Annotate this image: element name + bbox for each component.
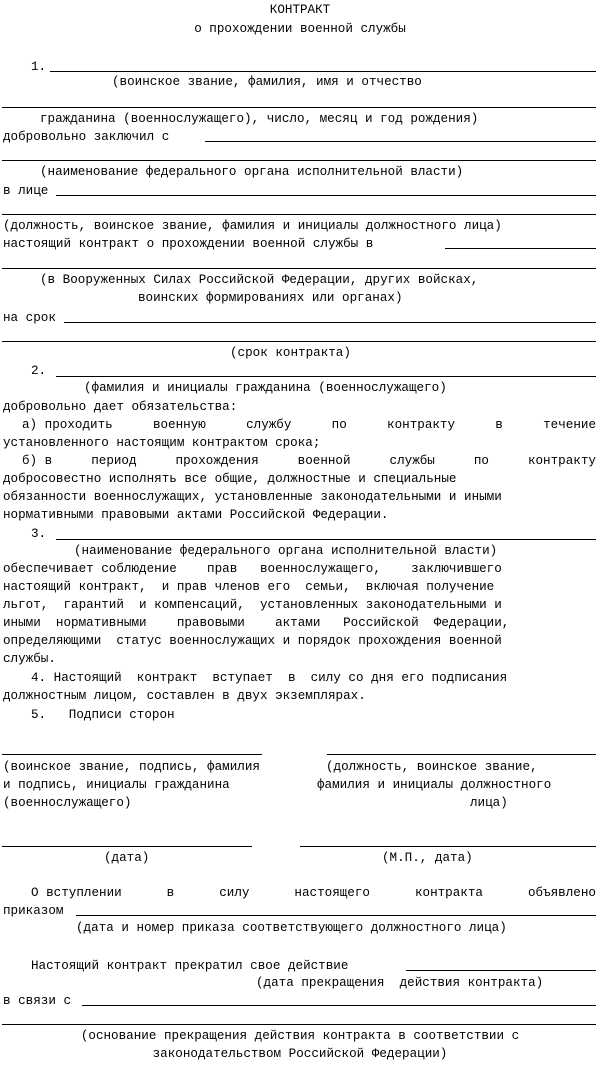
obligation-b-line-2: добросовестно исполнять все общие, должностные и специальные	[3, 472, 457, 486]
term-field-line-2[interactable]	[2, 341, 596, 342]
right-signature-caption-3: лица)	[470, 796, 508, 810]
word: а) проходить	[22, 418, 113, 432]
entry-line-1	[31, 884, 596, 902]
word: силу	[219, 886, 250, 900]
right-signature-caption-1: (должность, воинское звание,	[326, 760, 538, 774]
word: настоящего	[294, 886, 370, 900]
word: в	[495, 418, 503, 432]
word: контракта	[414, 886, 483, 900]
obligation-b-line-1	[22, 452, 596, 470]
basis-field-line-2[interactable]	[2, 1024, 596, 1025]
word: контракту	[527, 454, 596, 468]
word: по	[473, 454, 489, 468]
word: О вступлении	[31, 886, 122, 900]
in-person-label: в лице	[3, 184, 49, 198]
obligation-b-line-4: нормативными правовыми актами Российской Федерации.	[3, 508, 389, 522]
official-field-line[interactable]	[56, 195, 596, 196]
section-5-title: 5. Подписи сторон	[31, 708, 175, 722]
word: в	[166, 886, 175, 900]
caption-authority-3: (наименование федерального органа исполнительной власти)	[74, 544, 498, 558]
section-3-number: 3.	[31, 527, 47, 541]
left-signature-line[interactable]	[2, 754, 262, 755]
authority-field-line-2[interactable]	[2, 160, 596, 161]
order-label: приказом	[3, 904, 64, 918]
termination-label: Настоящий контракт прекратил свое действие	[31, 959, 349, 973]
due-to-label: в связи с	[3, 994, 72, 1008]
left-signature-caption-1: (воинское звание, подпись, фамилия	[3, 760, 260, 774]
official-field-line-2[interactable]	[2, 214, 596, 215]
authority-field-line-3[interactable]	[56, 539, 596, 540]
caption-basis-1: (основание прекращения действия контракта в соответствии с	[80, 1029, 520, 1043]
section-3-line-5: определяющими статус военнослужащих и порядок прохождения военной	[3, 634, 502, 648]
section-3-line-4: иными нормативными правовыми актами Российской Федерации,	[3, 616, 510, 630]
word: прохождения	[175, 454, 259, 468]
basis-field-line[interactable]	[82, 1005, 596, 1006]
left-signature-caption-2: и подпись, инициалы гражданина	[3, 778, 230, 792]
section-4-line-2: должностным лицом, составлен в двух экземплярах.	[3, 689, 366, 703]
concluded-with-label: добровольно заключил с	[3, 130, 170, 144]
word: б) в	[22, 454, 53, 468]
authority-field-line[interactable]	[205, 141, 596, 142]
term-label: на срок	[3, 311, 56, 325]
order-field-line[interactable]	[76, 915, 596, 916]
caption-forces-2: воинских формированиях или органах)	[138, 291, 403, 305]
name-field-line-2[interactable]	[2, 107, 596, 108]
section-3-line-6: службы.	[3, 652, 56, 666]
caption-order: (дата и номер приказа соответствующего должностного лица)	[76, 921, 507, 935]
right-signature-line[interactable]	[327, 754, 596, 755]
word: течение	[543, 418, 596, 432]
section-1-number: 1.	[31, 60, 47, 74]
section-3-line-2: настоящий контракт, и прав членов его семьи, включая получение	[3, 580, 495, 594]
left-date-line[interactable]	[2, 846, 252, 847]
word: контракту	[387, 418, 456, 432]
right-date-line[interactable]	[300, 846, 596, 847]
section-4-line-1: 4. Настоящий контракт вступает в силу со дня его подписания	[31, 671, 508, 685]
caption-name: (воинское звание, фамилия, имя и отчество	[112, 75, 422, 89]
term-field-line[interactable]	[64, 322, 596, 323]
caption-citizen: (фамилия и инициалы гражданина (военнослужащего)	[84, 381, 447, 395]
left-signature-caption-3: (военнослужащего)	[3, 796, 132, 810]
contract-in-label: настоящий контракт о прохождении военной службы в	[3, 237, 374, 251]
right-date-caption: (М.П., дата)	[382, 851, 473, 865]
word: службу	[246, 418, 292, 432]
caption-termination-date: (дата прекращения действия контракта)	[256, 976, 544, 990]
word: объявлено	[527, 886, 596, 900]
right-signature-caption-2: фамилия и инициалы должностного	[317, 778, 552, 792]
document-subtitle: о прохождении военной службы	[194, 22, 406, 36]
word: военную	[152, 418, 206, 432]
obligation-a-line-2: установленного настоящим контрактом срока;	[3, 436, 321, 450]
caption-authority: (наименование федерального органа исполнительной власти)	[40, 165, 464, 179]
word: период	[91, 454, 137, 468]
word: службы	[389, 454, 435, 468]
section-2-number: 2.	[31, 364, 47, 378]
forces-field-line[interactable]	[445, 248, 596, 249]
caption-basis-2: законодательством Российской Федерации)	[152, 1047, 448, 1061]
citizen-field-line[interactable]	[56, 376, 596, 377]
caption-forces: (в Вооруженных Силах Российской Федерации, других войсках,	[40, 273, 479, 287]
obligation-a-line-1	[22, 416, 596, 434]
obligations-label: добровольно дает обязательства:	[3, 400, 238, 414]
obligation-b-line-3: обязанности военнослужащих, установленные законодательными и иными	[3, 490, 502, 504]
section-3-line-3: льгот, гарантий и компенсаций, установленных законодательными и	[3, 598, 502, 612]
caption-official: (должность, воинское звание, фамилия и инициалы должностного лица)	[3, 219, 502, 233]
caption-name-2: гражданина (военнослужащего), число, месяц и год рождения)	[40, 112, 479, 126]
document-title: КОНТРАКТ	[269, 3, 331, 17]
section-3-line-1: обеспечивает соблюдение прав военнослужащего, заключившего	[3, 562, 502, 576]
word: военной	[297, 454, 351, 468]
left-date-caption: (дата)	[104, 851, 150, 865]
termination-date-line[interactable]	[406, 970, 596, 971]
name-field-line[interactable]	[50, 71, 596, 72]
caption-term: (срок контракта)	[230, 346, 351, 360]
forces-field-line-2[interactable]	[2, 268, 596, 269]
word: по	[331, 418, 347, 432]
